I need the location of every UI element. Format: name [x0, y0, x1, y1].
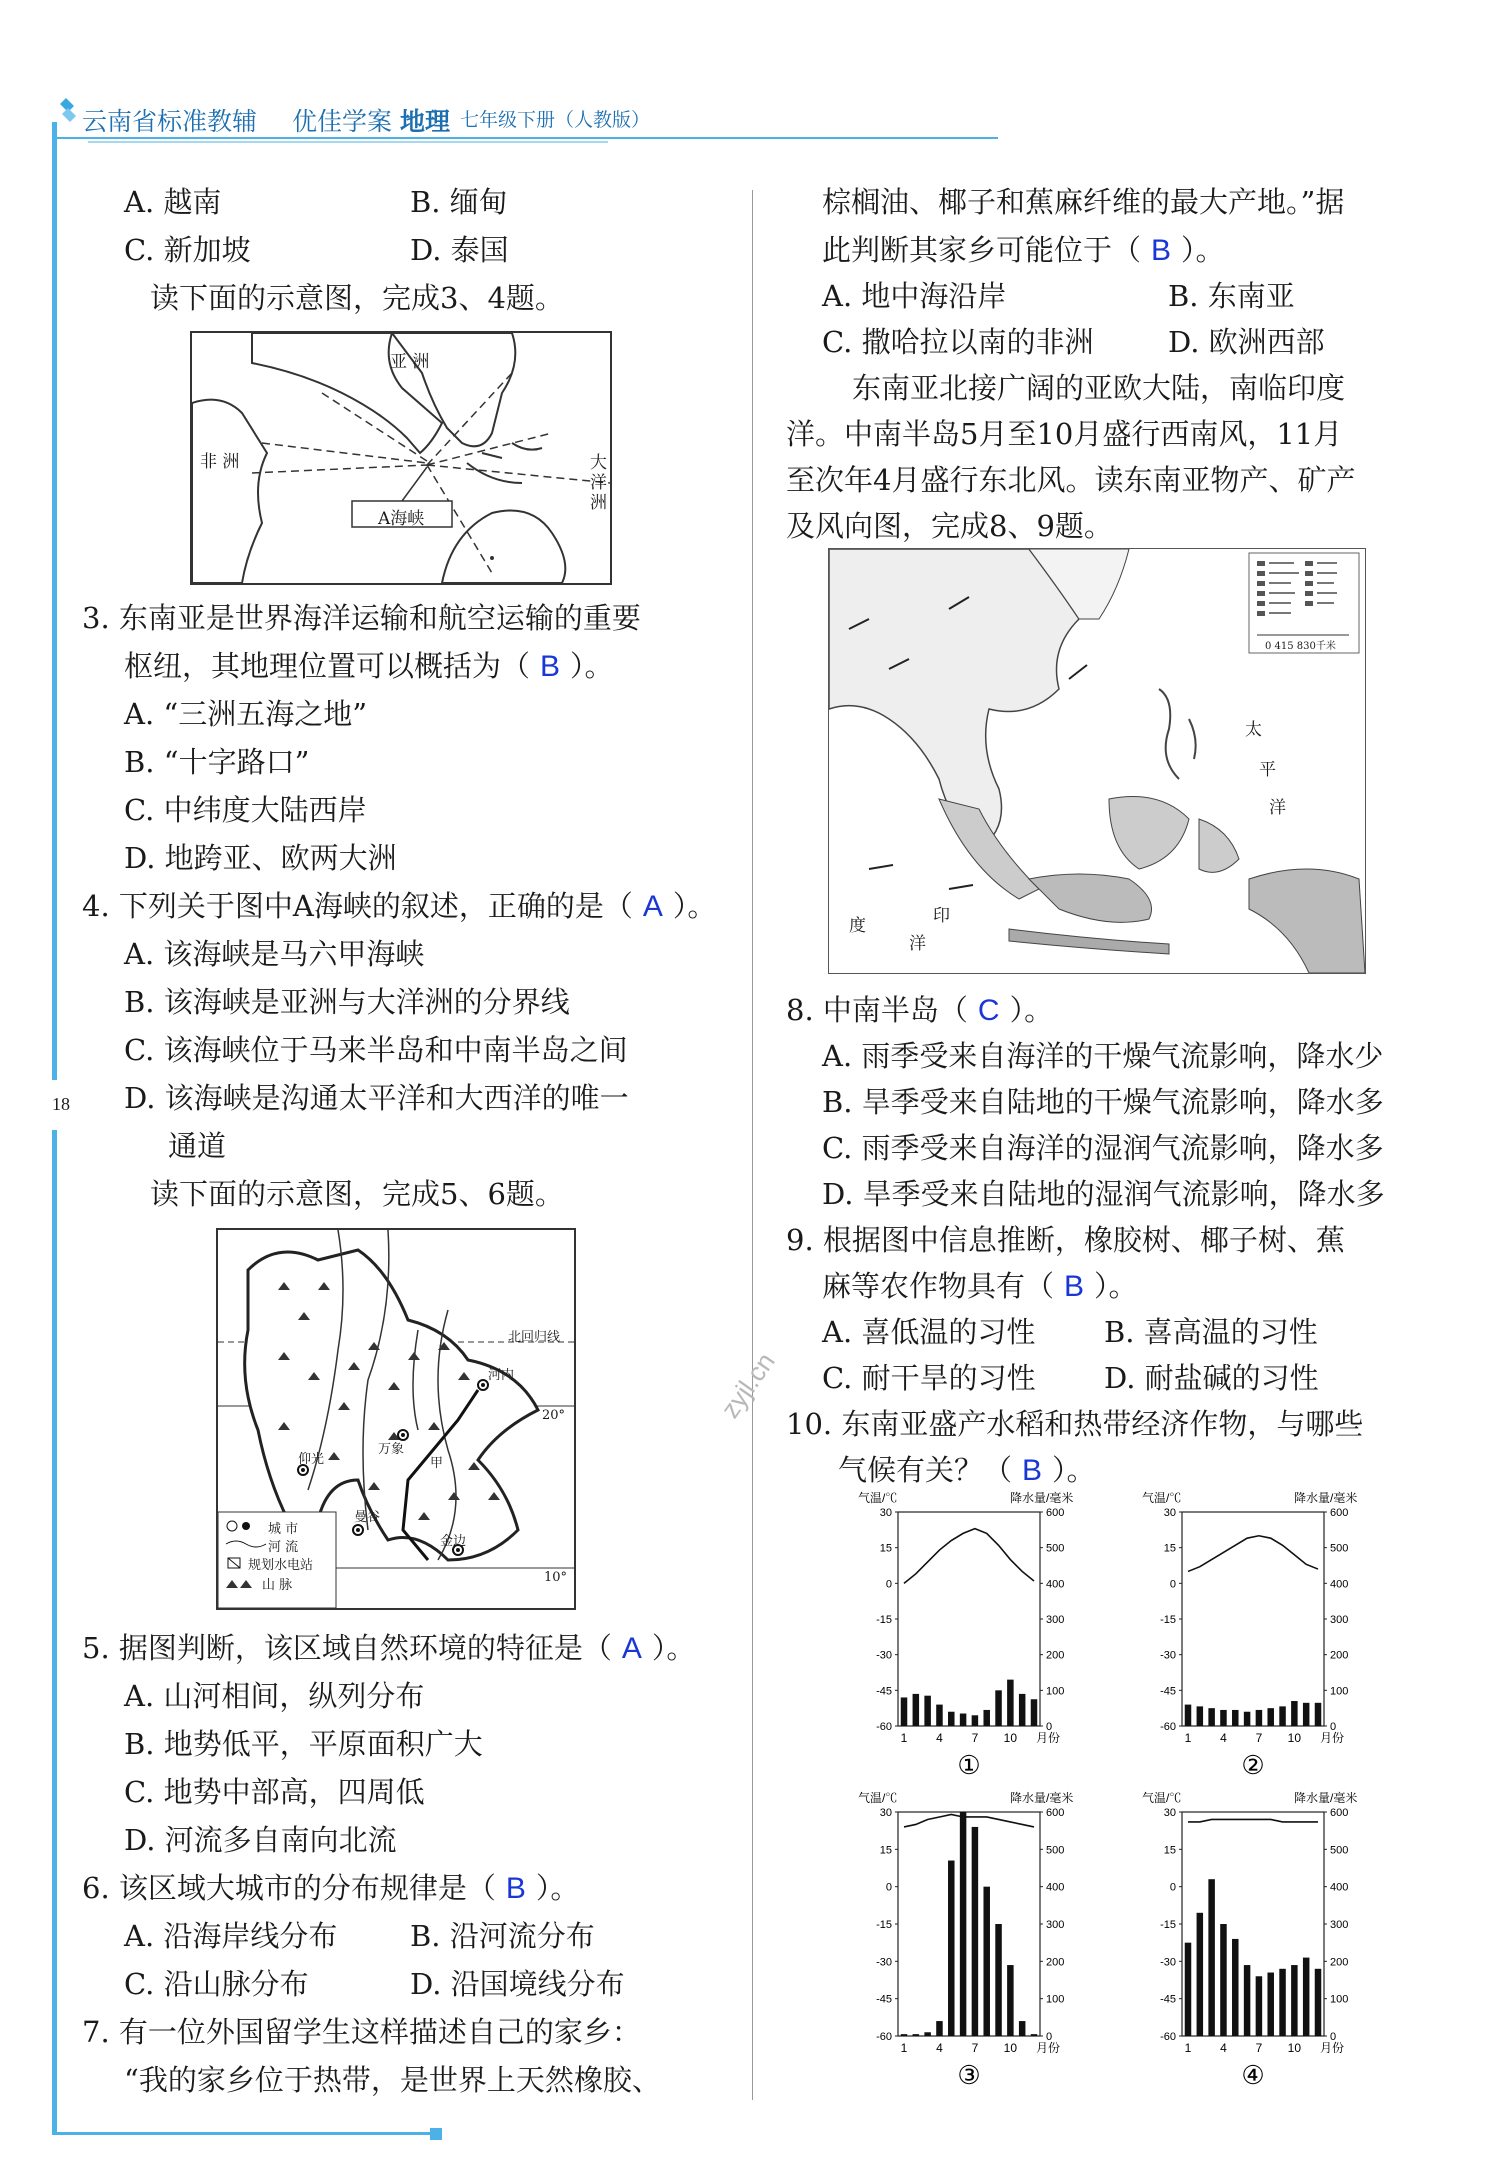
chart-precip-bar	[936, 2021, 943, 2036]
watermark: zyjl.cn	[714, 1347, 781, 1424]
chart-month-tick-label: 1	[1184, 1731, 1192, 1745]
chart-precip-tick-label: 500	[1330, 1542, 1349, 1555]
chart-temp-tick-label: -45	[876, 1993, 892, 2006]
chart-temp-tick-label: -15	[1160, 1919, 1176, 1931]
chart-ylabel-left: 气温/℃	[858, 1491, 898, 1505]
q9-option-b: B. 喜高温的习性	[1104, 1315, 1318, 1349]
intro-q3-4: 读下面的示意图，完成3、4题。	[150, 281, 564, 315]
q7-answer: B	[1151, 234, 1172, 267]
chart-xlabel: 月份	[1320, 1731, 1345, 1745]
map3-scale: 0 415 830千米	[1265, 641, 1336, 652]
q6-line1: 6. 该区域大城市的分布规律是（ B ）。	[82, 1871, 580, 1905]
q6-option-c: C. 沿山脉分布	[124, 1967, 309, 2001]
q7-option-d: D. 欧洲西部	[1168, 325, 1325, 359]
margin-bar-bottom	[52, 1130, 57, 2135]
chart-ylabel-left: 气温/℃	[1142, 1791, 1182, 1805]
chart-precip-tick-label: 600	[1046, 1507, 1065, 1519]
chart-precip-bar	[995, 1690, 1002, 1726]
chart-number-label: ①	[957, 1750, 981, 1780]
chart-precip-tick-label: 100	[1046, 1685, 1065, 1698]
map3-label-tai: 太	[1245, 720, 1262, 740]
chart-precip-bar	[1019, 2021, 1026, 2036]
chart-temp-tick-label: -60	[876, 1721, 892, 1733]
chart-precip-bar	[1197, 1913, 1204, 2036]
chart-precip-bar	[1031, 1699, 1038, 1726]
q8-option-a: A. 雨季受来自海洋的干燥气流影响，降水少	[822, 1039, 1384, 1073]
chart-precip-bar	[1019, 1694, 1026, 1726]
chart-temp-tick-label: 15	[879, 1844, 892, 1857]
chart-temp-tick-label: -15	[876, 1919, 892, 1931]
chart-month-tick-label: 4	[936, 1731, 943, 1745]
q8-answer: C	[977, 994, 1000, 1027]
chart-precip-tick-label: 400	[1330, 1881, 1349, 1894]
intro-q8-9-l2: 洋。中南半岛5月至10月盛行西南风，11月	[786, 417, 1343, 451]
chart-precip-bar	[1185, 1705, 1192, 1726]
map-southeast-asia-drawing	[829, 549, 1365, 973]
q5-option-a: A. 山河相间，纵列分布	[124, 1679, 425, 1713]
page-number: 18	[52, 1094, 70, 1114]
map2-label-phnompenh: 金边	[440, 1534, 467, 1549]
map3-label-yang2: 洋	[909, 934, 926, 954]
map1-label-africa: 非 洲	[200, 452, 240, 472]
chart-precip-bar	[1007, 1965, 1014, 2036]
chart-ylabel-right: 降水量/毫米	[1294, 1491, 1358, 1505]
chart-ylabel-right: 降水量/毫米	[1010, 1791, 1074, 1805]
chart-frame	[898, 1512, 1040, 1726]
q4-answer: A	[642, 890, 663, 923]
q7-option-b: B. 东南亚	[1168, 279, 1295, 313]
chart-precip-bar	[948, 1712, 955, 1726]
chart-month-tick-label: 1	[900, 2041, 908, 2055]
map2-legend-city: 城 市	[268, 1522, 299, 1537]
chart-precip-bar	[972, 1827, 979, 2036]
header-grade: 七年级下册（人教版）	[460, 109, 651, 131]
chart-precip-tick-label: 300	[1046, 1919, 1065, 1931]
chart-temp-tick-label: 0	[1169, 1881, 1176, 1894]
chart-precip-bar	[995, 1924, 1002, 2036]
intro-q8-9-l3: 至次年4月盛行东北风。读东南亚物产、矿产	[786, 463, 1356, 497]
map2-legend-river: 河 流	[268, 1540, 299, 1555]
chart-precip-bar	[1267, 1973, 1274, 2036]
chart-precip-tick-label: 0	[1046, 1721, 1053, 1733]
chart-month-tick-label: 10	[1287, 1731, 1302, 1745]
chart-temperature-line	[904, 1814, 1034, 1826]
chart-precip-bar	[1232, 1939, 1239, 2036]
chart-frame	[1182, 1812, 1324, 2036]
chart-temp-tick-label: 30	[1163, 1807, 1176, 1819]
intro-q8-9-l1: 东南亚北接广阔的亚欧大陆，南临印度	[852, 371, 1346, 405]
chart-number-label: ②	[1241, 1750, 1265, 1780]
chart-temp-tick-label: -60	[1160, 2031, 1176, 2043]
chart-precip-bar	[1303, 1703, 1310, 1726]
q7-option-a: A. 地中海沿岸	[822, 279, 1007, 313]
chart-temp-tick-label: 15	[1163, 1844, 1176, 1857]
chart-month-tick-label: 4	[1220, 1731, 1227, 1745]
header-series: 云南省标准教辅	[82, 107, 258, 136]
chart-precip-bar	[1220, 1924, 1227, 2036]
chart-temp-tick-label: -30	[1160, 1649, 1176, 1662]
q6-option-d: D. 沿国境线分布	[410, 1967, 625, 2001]
map2-label-vientiane: 万象	[378, 1442, 405, 1457]
chart-temp-tick-label: 0	[885, 1881, 892, 1894]
chart-precip-tick-label: 600	[1330, 1507, 1349, 1519]
chart-precip-tick-label: 100	[1330, 1685, 1349, 1698]
chart-precip-tick-label: 600	[1330, 1807, 1349, 1819]
chart-precip-bar	[1208, 1708, 1215, 1726]
chart-precip-tick-label: 400	[1330, 1578, 1349, 1591]
chart-precip-bar	[1315, 1703, 1322, 1726]
chart-ylabel-right: 降水量/毫米	[1010, 1491, 1074, 1505]
chart-precip-tick-label: 100	[1046, 1993, 1065, 2006]
map2-label-lat20: 20°	[542, 1408, 566, 1423]
chart-precip-bar	[901, 2034, 908, 2036]
chart-temp-tick-label: -30	[876, 1649, 892, 1662]
q3-option-d: D. 地跨亚、欧两大洲	[124, 841, 397, 875]
q3-line2: 枢纽，其地理位置可以概括为（ B ）。	[124, 649, 614, 683]
q9-option-a: A. 喜低温的习性	[822, 1315, 1036, 1349]
chart-precip-bar	[983, 1887, 990, 2036]
chart-precip-tick-label: 400	[1046, 1881, 1065, 1894]
q10-answer: B	[1022, 1454, 1043, 1487]
chart-month-tick-label: 10	[1003, 1731, 1018, 1745]
chart-temp-tick-label: -60	[876, 2031, 892, 2043]
margin-bar-base	[52, 2132, 432, 2135]
chart-precip-tick-label: 0	[1046, 2031, 1053, 2043]
chart-temp-tick-label: -45	[876, 1685, 892, 1698]
chart-precip-bar	[1232, 1710, 1239, 1726]
q5-answer: A	[621, 1632, 642, 1665]
chart-precip-bar	[936, 1705, 943, 1726]
chart-temp-tick-label: -30	[876, 1956, 892, 1969]
q4-line1: 4. 下列关于图中A海峡的叙述，正确的是（ A ）。	[82, 889, 717, 923]
chart-temp-tick-label: 30	[879, 1507, 892, 1519]
map3-label-du: 度	[849, 916, 866, 936]
chart-precip-tick-label: 0	[1330, 1721, 1337, 1733]
page-header	[48, 96, 1008, 144]
q4-option-d-cont: 通道	[168, 1129, 227, 1163]
chart-xlabel: 月份	[1036, 2041, 1061, 2055]
chart-precip-tick-label: 200	[1046, 1649, 1065, 1662]
chart-precip-bar	[1279, 1969, 1286, 2036]
climate-chart-1	[858, 1490, 1108, 1782]
chart-precip-bar	[1244, 1965, 1251, 2036]
map2-legend-dam: 规划水电站	[248, 1558, 314, 1573]
q4-option-d: D. 该海峡是沟通太平洋和大西洋的唯一	[124, 1081, 629, 1115]
q10-line1: 10. 东南亚盛产水稻和热带经济作物，与哪些	[786, 1407, 1364, 1441]
chart-precip-bar	[1267, 1708, 1274, 1726]
map1-label-asia: 亚 洲	[390, 352, 430, 372]
chart-month-tick-label: 7	[971, 1731, 979, 1745]
chart-month-tick-label: 4	[1220, 2041, 1227, 2055]
q7-line1: 7. 有一位外国留学生这样描述自己的家乡：	[82, 2015, 641, 2049]
q2-option-b: B. 缅甸	[410, 185, 508, 219]
margin-bar-top	[52, 122, 57, 1080]
q4-option-c: C. 该海峡位于马来半岛和中南半岛之间	[124, 1033, 628, 1067]
map-trade-routes	[190, 331, 612, 585]
chart-precip-bar	[924, 1696, 931, 1726]
chart-precip-bar	[960, 1714, 967, 1726]
map2-label-bangkok: 曼谷	[354, 1510, 381, 1525]
chart-precip-bar	[1256, 1976, 1263, 2036]
map2-label-point: 甲	[430, 1456, 444, 1471]
intro-q5-6: 读下面的示意图，完成5、6题。	[150, 1177, 564, 1211]
q2-option-a: A. 越南	[124, 185, 222, 219]
map3-label-yin: 印	[933, 906, 950, 926]
chart-precip-bar	[1291, 1965, 1298, 2036]
chart-precip-tick-label: 200	[1046, 1956, 1065, 1969]
chart-precip-bar	[983, 1710, 990, 1726]
chart-number-label: ④	[1241, 2060, 1265, 2090]
q6-answer: B	[505, 1872, 526, 1905]
chart-ylabel-left: 气温/℃	[858, 1791, 898, 1805]
chart-ylabel-right: 降水量/毫米	[1294, 1791, 1358, 1805]
q6-option-b: B. 沿河流分布	[410, 1919, 595, 1953]
map2-label-hanoi: 河内	[488, 1368, 515, 1383]
chart-precip-bar	[901, 1697, 908, 1726]
map1-label-strait: A海峡	[378, 509, 425, 529]
q8-option-c: C. 雨季受来自海洋的湿润气流影响，降水多	[822, 1131, 1384, 1165]
chart-month-tick-label: 4	[936, 2041, 943, 2055]
chart-month-tick-label: 10	[1287, 2041, 1302, 2055]
chart-number-label: ③	[957, 2060, 981, 2090]
q8-option-d: D. 旱季受来自陆地的湿润气流影响，降水多	[822, 1177, 1385, 1211]
q3-option-c: C. 中纬度大陆西岸	[124, 793, 367, 827]
q10-line2: 气候有关？（ B ）。	[838, 1453, 1096, 1487]
chart-precip-tick-label: 300	[1330, 1919, 1349, 1931]
q7-line2: “我的家乡位于热带，是世界上天然橡胶、	[124, 2063, 661, 2097]
chart-precip-bar	[1220, 1710, 1227, 1726]
q5-option-d: D. 河流多自南向北流	[124, 1823, 397, 1857]
chart-ylabel-left: 气温/℃	[1142, 1491, 1182, 1505]
chart-temp-tick-label: 15	[879, 1542, 892, 1555]
margin-square	[430, 2128, 442, 2140]
chart-precip-bar	[1303, 1958, 1310, 2036]
header-book: 优佳学案	[292, 107, 393, 136]
map-indochina	[216, 1228, 576, 1610]
intro-q8-9-l4: 及风向图，完成8、9题。	[786, 509, 1113, 543]
column-divider	[752, 190, 753, 2100]
chart-precip-bar	[1197, 1706, 1204, 1726]
map2-label-tropic: 北回归线	[508, 1330, 561, 1345]
chart-precip-tick-label: 500	[1046, 1844, 1065, 1857]
chart-precip-bar	[1256, 1710, 1263, 1726]
q7-line3: 棕榈油、椰子和蕉麻纤维的最大产地。”据	[822, 185, 1345, 219]
chart-precip-bar	[1244, 1712, 1251, 1726]
map1-label-oceania: 大洋洲	[590, 453, 607, 513]
chart-precip-tick-label: 400	[1046, 1578, 1065, 1591]
chart-precip-tick-label: 0	[1330, 2031, 1337, 2043]
chart-precip-tick-label: 300	[1330, 1614, 1349, 1626]
chart-temperature-line	[904, 1529, 1034, 1584]
q9-answer: B	[1064, 1270, 1085, 1303]
chart-temp-tick-label: 30	[1163, 1507, 1176, 1519]
q5-line1: 5. 据图判断，该区域自然环境的特征是（ A ）。	[82, 1631, 696, 1665]
chart-temp-tick-label: 0	[1169, 1578, 1176, 1591]
q3-line1: 3. 东南亚是世界海洋运输和航空运输的重要	[82, 601, 641, 635]
chart-precip-bar	[1208, 1879, 1215, 2036]
chart-precip-bar	[1007, 1680, 1014, 1726]
chart-temp-tick-label: -45	[1160, 1685, 1176, 1698]
chart-precip-bar	[1185, 1943, 1192, 2036]
chart-xlabel: 月份	[1320, 2041, 1345, 2055]
chart-temp-tick-label: -30	[1160, 1956, 1176, 1969]
chart-temp-tick-label: -15	[1160, 1614, 1176, 1626]
climate-chart-2	[1142, 1490, 1392, 1782]
chart-temp-tick-label: -45	[1160, 1993, 1176, 2006]
q9-line1: 9. 根据图中信息推断，橡胶树、椰子树、蕉	[786, 1223, 1345, 1257]
chart-precip-tick-label: 500	[1046, 1542, 1065, 1555]
chart-temp-tick-label: 30	[879, 1807, 892, 1819]
chart-precip-bar	[972, 1715, 979, 1726]
map2-label-lat10: 10°	[544, 1570, 568, 1585]
chart-frame	[1182, 1512, 1324, 1726]
q9-option-d: D. 耐盐碱的习性	[1104, 1361, 1319, 1395]
q7-option-c: C. 撒哈拉以南的非洲	[822, 325, 1094, 359]
chart-month-tick-label: 1	[1184, 2041, 1192, 2055]
chart-month-tick-label: 7	[1255, 1731, 1263, 1745]
chart-precip-tick-label: 200	[1330, 1649, 1349, 1662]
climate-chart-4	[1142, 1790, 1392, 2092]
q6-option-a: A. 沿海岸线分布	[124, 1919, 338, 1953]
q5-option-b: B. 地势低平，平原面积广大	[124, 1727, 483, 1761]
q3-option-b: B. “十字路口”	[124, 745, 310, 779]
q2-option-d: D. 泰国	[410, 233, 509, 267]
map3-label-yang: 洋	[1269, 798, 1286, 818]
chart-month-tick-label: 7	[971, 2041, 979, 2055]
climate-chart-3	[858, 1790, 1108, 2092]
q4-option-b: B. 该海峡是亚洲与大洋洲的分界线	[124, 985, 570, 1019]
chart-xlabel: 月份	[1036, 1731, 1061, 1745]
q4-option-a: A. 该海峡是马六甲海峡	[124, 937, 425, 971]
header-subject: 地理	[400, 107, 451, 136]
chart-month-tick-label: 7	[1255, 2041, 1263, 2055]
chart-precip-bar	[1279, 1706, 1286, 1726]
chart-precip-bar	[1315, 1969, 1322, 2036]
chart-precip-bar	[1291, 1701, 1298, 1726]
chart-precip-tick-label: 500	[1330, 1844, 1349, 1857]
chart-precip-bar	[1031, 2034, 1038, 2036]
map3-label-ping: 平	[1259, 760, 1276, 780]
chart-temp-tick-label: -60	[1160, 1721, 1176, 1733]
q3-option-a: A. “三洲五海之地”	[124, 697, 368, 731]
chart-precip-tick-label: 200	[1330, 1956, 1349, 1969]
chart-precip-bar	[948, 1861, 955, 2036]
chart-precip-bar	[913, 1694, 920, 1726]
chart-month-tick-label: 10	[1003, 2041, 1018, 2055]
chart-temp-tick-label: 15	[1163, 1542, 1176, 1555]
chart-precip-tick-label: 300	[1046, 1614, 1065, 1626]
map2-legend-mountain: 山 脉	[262, 1578, 293, 1593]
q9-line2: 麻等农作物具有（ B ）。	[822, 1269, 1138, 1303]
chart-month-tick-label: 1	[900, 1731, 908, 1745]
chart-precip-tick-label: 100	[1330, 1993, 1349, 2006]
chart-temp-tick-label: 0	[885, 1578, 892, 1591]
chart-temperature-line	[1188, 1536, 1318, 1572]
chart-temp-tick-label: -15	[876, 1614, 892, 1626]
chart-precip-bar	[960, 1812, 967, 2036]
chart-frame	[898, 1812, 1040, 2036]
q8-option-b: B. 旱季受来自陆地的干燥气流影响，降水多	[822, 1085, 1384, 1119]
chart-precip-bar	[924, 2032, 931, 2036]
q3-answer: B	[540, 650, 561, 683]
q5-option-c: C. 地势中部高，四周低	[124, 1775, 425, 1809]
q9-option-c: C. 耐干旱的习性	[822, 1361, 1036, 1395]
chart-precip-tick-label: 600	[1046, 1807, 1065, 1819]
chart-temperature-line	[1188, 1819, 1318, 1821]
map2-label-yangon: 仰光	[298, 1452, 325, 1467]
q2-option-c: C. 新加坡	[124, 233, 251, 267]
chart-precip-bar	[913, 2034, 920, 2036]
q8-line1: 8. 中南半岛（ C ）。	[786, 993, 1054, 1027]
q7-line4: 此判断其家乡可能位于（ B ）。	[822, 233, 1225, 267]
map-southeast-asia-products	[828, 548, 1366, 974]
